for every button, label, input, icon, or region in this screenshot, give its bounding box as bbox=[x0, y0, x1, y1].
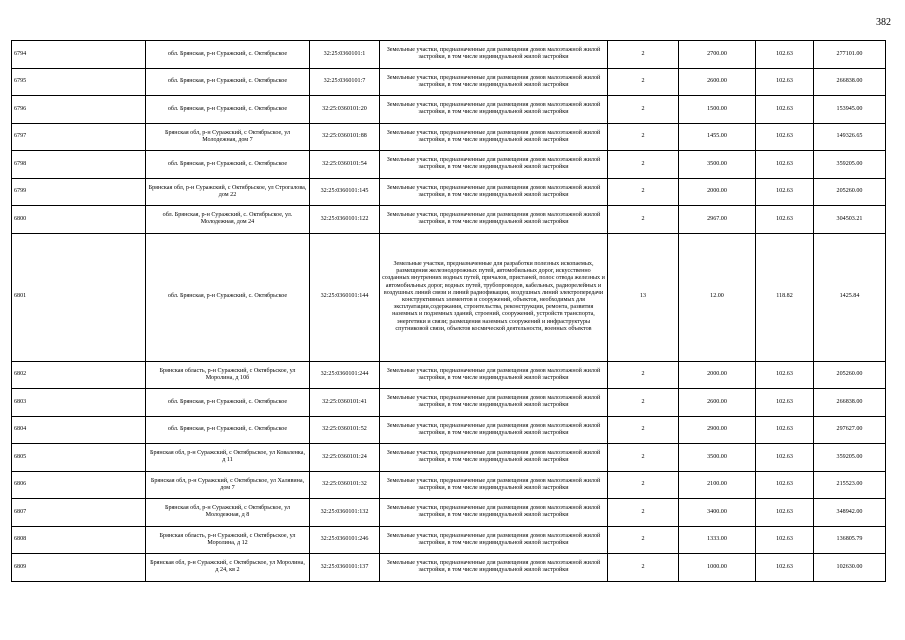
cadastral-number-cell: 32:25:0360101:246 bbox=[310, 526, 380, 554]
cadastral-value-cell: 359205.00 bbox=[814, 444, 886, 472]
cadastral-number-cell: 32:25:0360101:41 bbox=[310, 389, 380, 417]
group-cell: 2 bbox=[608, 206, 679, 234]
address-cell: Брянская обл, р-н Суражский, с Октябрьское, ул Моролина, д 24, кв 2 bbox=[146, 554, 310, 582]
address-cell: Брянская обл, р-н Суражский, с Октябрьское, ул Халявина, дом 7 bbox=[146, 471, 310, 499]
address-cell: Брянская область, р-н Суражский, с Октябрьское, ул Моролина, д 12 bbox=[146, 526, 310, 554]
area-cell: 3500.00 bbox=[679, 151, 756, 179]
cadastral-number-cell: 32:25:0360101:137 bbox=[310, 554, 380, 582]
rate-cell: 102.63 bbox=[756, 444, 814, 472]
cadastral-number-cell: 32:25:0360101:32 bbox=[310, 471, 380, 499]
cadastral-number-cell: 32:25:0360101:144 bbox=[310, 233, 380, 361]
address-cell: обл. Брянская, р-н Суражский, с. Октябрьское bbox=[146, 389, 310, 417]
cadastral-number-cell: 32:25:0360101:24 bbox=[310, 444, 380, 472]
rate-cell: 118.82 bbox=[756, 233, 814, 361]
table-row bbox=[12, 444, 886, 472]
rate-cell: 102.63 bbox=[756, 41, 814, 69]
row-number-cell: 6809 bbox=[12, 554, 146, 582]
row-number-cell: 6807 bbox=[12, 499, 146, 527]
cadastral-value-cell: 136805.79 bbox=[814, 526, 886, 554]
area-cell: 2600.00 bbox=[679, 68, 756, 96]
cadastral-value-cell: 215523.00 bbox=[814, 471, 886, 499]
rate-cell: 102.63 bbox=[756, 499, 814, 527]
group-cell: 2 bbox=[608, 444, 679, 472]
land-purpose-cell: Земельные участки, предназначенные для размещения домов малоэтажной жилой застройки, в том числе индивидуальной жилой застройки bbox=[380, 151, 608, 179]
cadastral-number-cell: 32:25:0360101:1 bbox=[310, 41, 380, 69]
table-row bbox=[12, 96, 886, 124]
cadastral-value-cell: 277101.00 bbox=[814, 41, 886, 69]
area-cell: 1333.00 bbox=[679, 526, 756, 554]
address-cell: обл. Брянская, р-н Суражский, с. Октябрьское, ул. Молодежная, дом 24 bbox=[146, 206, 310, 234]
area-cell: 2000.00 bbox=[679, 178, 756, 206]
row-number-cell: 6800 bbox=[12, 206, 146, 234]
group-cell: 2 bbox=[608, 526, 679, 554]
area-cell: 1500.00 bbox=[679, 96, 756, 124]
group-cell: 2 bbox=[608, 389, 679, 417]
rate-cell: 102.63 bbox=[756, 416, 814, 444]
cadastral-number-cell: 32:25:0360101:145 bbox=[310, 178, 380, 206]
cadastral-number-cell: 32:25:0360101:132 bbox=[310, 499, 380, 527]
rate-cell: 102.63 bbox=[756, 123, 814, 151]
group-cell: 2 bbox=[608, 471, 679, 499]
row-number-cell: 6797 bbox=[12, 123, 146, 151]
address-cell: Брянская обл, р-н Суражский, с Октябрьское, ул Коваленка, д 11 bbox=[146, 444, 310, 472]
row-number-cell: 6804 bbox=[12, 416, 146, 444]
address-cell: обл. Брянская, р-н Суражский, с. Октябрьское bbox=[146, 416, 310, 444]
land-purpose-cell: Земельные участки, предназначенные для размещения домов малоэтажной жилой застройки, в том числе индивидуальной жилой застройки bbox=[380, 68, 608, 96]
table-row bbox=[12, 123, 886, 151]
row-number-cell: 6801 bbox=[12, 233, 146, 361]
address-cell: Брянская обл, р-н Суражский, с Октябрьское, ул Молодежная, дом 7 bbox=[146, 123, 310, 151]
cadastral-number-cell: 32:25:0360101:52 bbox=[310, 416, 380, 444]
address-cell: обл. Брянская, р-н Суражский, с. Октябрьское bbox=[146, 68, 310, 96]
land-purpose-cell: Земельные участки, предназначенные для размещения домов малоэтажной жилой застройки, в том числе индивидуальной жилой застройки bbox=[380, 41, 608, 69]
table-row bbox=[12, 206, 886, 234]
cadastral-number-cell: 32:25:0360101:54 bbox=[310, 151, 380, 179]
cadastral-value-cell: 153945.00 bbox=[814, 96, 886, 124]
row-number-cell: 6795 bbox=[12, 68, 146, 96]
rate-cell: 102.63 bbox=[756, 554, 814, 582]
cadastral-value-cell: 205260.00 bbox=[814, 178, 886, 206]
area-cell: 2000.00 bbox=[679, 361, 756, 389]
table-row bbox=[12, 499, 886, 527]
rate-cell: 102.63 bbox=[756, 151, 814, 179]
area-cell: 2600.00 bbox=[679, 389, 756, 417]
land-purpose-cell: Земельные участки, предназначенные для размещения домов малоэтажной жилой застройки, в том числе индивидуальной жилой застройки bbox=[380, 389, 608, 417]
area-cell: 2100.00 bbox=[679, 471, 756, 499]
rate-cell: 102.63 bbox=[756, 178, 814, 206]
rate-cell: 102.63 bbox=[756, 526, 814, 554]
land-purpose-cell: Земельные участки, предназначенные для размещения домов малоэтажной жилой застройки, в том числе индивидуальной жилой застройки bbox=[380, 96, 608, 124]
land-purpose-cell: Земельные участки, предназначенные для размещения домов малоэтажной жилой застройки, в том числе индивидуальной жилой застройки bbox=[380, 416, 608, 444]
group-cell: 2 bbox=[608, 123, 679, 151]
area-cell: 2967.00 bbox=[679, 206, 756, 234]
rate-cell: 102.63 bbox=[756, 206, 814, 234]
rate-cell: 102.63 bbox=[756, 361, 814, 389]
cadastral-number-cell: 32:25:0360101:244 bbox=[310, 361, 380, 389]
cadastral-value-cell: 1425.84 bbox=[814, 233, 886, 361]
area-cell: 2900.00 bbox=[679, 416, 756, 444]
group-cell: 2 bbox=[608, 499, 679, 527]
group-cell: 2 bbox=[608, 361, 679, 389]
row-number-cell: 6794 bbox=[12, 41, 146, 69]
land-purpose-cell: Земельные участки, предназначенные для размещения домов малоэтажной жилой застройки, в том числе индивидуальной жилой застройки bbox=[380, 444, 608, 472]
group-cell: 2 bbox=[608, 416, 679, 444]
rate-cell: 102.63 bbox=[756, 389, 814, 417]
cadastral-value-cell: 297627.00 bbox=[814, 416, 886, 444]
group-cell: 2 bbox=[608, 151, 679, 179]
address-cell: обл. Брянская, р-н Суражский, с. Октябрьское bbox=[146, 233, 310, 361]
land-purpose-cell: Земельные участки, предназначенные для разработки полезных ископаемых, размещения железнодорожных путей, автомобильных дорог, искусственно созданных внутренних водных путей, причалов, пристаней, полос отвода железных и автомобильных дорог, водных путей, трубопроводов, кабельных, радиорелейных и воздушных линий связи и линий радиофикации, воздушных линий электропередачи конструктивных элементов и сооружений, объектов, необходимых для эксплуатации,содержания, строительства, реконструкции, ремонта, развития наземных и подземных зданий, строений, сооружений, устройств транспорта, энергетики и связи; размещения наземных сооружений и инфраструктуры спутниковой связи, объектов космической деятельности, военных объектов bbox=[380, 233, 608, 361]
cadastral-number-cell: 32:25:0360101:20 bbox=[310, 96, 380, 124]
table-row bbox=[12, 41, 886, 69]
row-number-cell: 6796 bbox=[12, 96, 146, 124]
cadastral-value-cell: 205260.00 bbox=[814, 361, 886, 389]
row-number-cell: 6802 bbox=[12, 361, 146, 389]
address-cell: обл. Брянская, р-н Суражский, с. Октябрьское bbox=[146, 96, 310, 124]
table-row bbox=[12, 389, 886, 417]
area-cell: 2700.00 bbox=[679, 41, 756, 69]
table-row bbox=[12, 554, 886, 582]
table-row bbox=[12, 416, 886, 444]
table-row bbox=[12, 361, 886, 389]
group-cell: 2 bbox=[608, 554, 679, 582]
row-number-cell: 6799 bbox=[12, 178, 146, 206]
area-cell: 12.00 bbox=[679, 233, 756, 361]
cadastral-value-cell: 304503.21 bbox=[814, 206, 886, 234]
cadastral-value-cell: 266838.00 bbox=[814, 389, 886, 417]
group-cell: 2 bbox=[608, 41, 679, 69]
land-purpose-cell: Земельные участки, предназначенные для размещения домов малоэтажной жилой застройки, в том числе индивидуальной жилой застройки bbox=[380, 526, 608, 554]
cadastral-value-cell: 348942.00 bbox=[814, 499, 886, 527]
area-cell: 1455.00 bbox=[679, 123, 756, 151]
cadastral-number-cell: 32:25:0360101:122 bbox=[310, 206, 380, 234]
land-purpose-cell: Земельные участки, предназначенные для размещения домов малоэтажной жилой застройки, в том числе индивидуальной жилой застройки bbox=[380, 361, 608, 389]
cadastral-number-cell: 32:25:0360101:88 bbox=[310, 123, 380, 151]
address-cell: Брянская обл, р-н Суражский, с Октябрьское, ул Строгалова, дом 22 bbox=[146, 178, 310, 206]
cadastral-value-cell: 359205.00 bbox=[814, 151, 886, 179]
cadastral-value-table bbox=[11, 40, 886, 582]
group-cell: 2 bbox=[608, 178, 679, 206]
row-number-cell: 6808 bbox=[12, 526, 146, 554]
page-number: 382 bbox=[876, 17, 891, 28]
group-cell: 13 bbox=[608, 233, 679, 361]
cadastral-value-cell: 102630.00 bbox=[814, 554, 886, 582]
rate-cell: 102.63 bbox=[756, 96, 814, 124]
land-purpose-cell: Земельные участки, предназначенные для размещения домов малоэтажной жилой застройки, в том числе индивидуальной жилой застройки bbox=[380, 123, 608, 151]
land-purpose-cell: Земельные участки, предназначенные для размещения домов малоэтажной жилой застройки, в том числе индивидуальной жилой застройки bbox=[380, 471, 608, 499]
row-number-cell: 6806 bbox=[12, 471, 146, 499]
area-cell: 1000.00 bbox=[679, 554, 756, 582]
row-number-cell: 6803 bbox=[12, 389, 146, 417]
table-row bbox=[12, 526, 886, 554]
land-purpose-cell: Земельные участки, предназначенные для размещения домов малоэтажной жилой застройки, в том числе индивидуальной жилой застройки bbox=[380, 554, 608, 582]
address-cell: Брянская область, р-н Суражский, с Октябрьское, ул Моролина, д 10б bbox=[146, 361, 310, 389]
land-purpose-cell: Земельные участки, предназначенные для размещения домов малоэтажной жилой застройки, в том числе индивидуальной жилой застройки bbox=[380, 499, 608, 527]
table-row bbox=[12, 178, 886, 206]
land-purpose-cell: Земельные участки, предназначенные для размещения домов малоэтажной жилой застройки, в том числе индивидуальной жилой застройки bbox=[380, 206, 608, 234]
land-purpose-cell: Земельные участки, предназначенные для размещения домов малоэтажной жилой застройки, в том числе индивидуальной жилой застройки bbox=[380, 178, 608, 206]
table-row bbox=[12, 471, 886, 499]
cadastral-value-cell: 149326.65 bbox=[814, 123, 886, 151]
area-cell: 3500.00 bbox=[679, 444, 756, 472]
area-cell: 3400.00 bbox=[679, 499, 756, 527]
table-row bbox=[12, 68, 886, 96]
address-cell: Брянская обл, р-н Суражский, с Октябрьское, ул Молодежная, д 8 bbox=[146, 499, 310, 527]
address-cell: обл. Брянская, р-н Суражский, с. Октябрьское bbox=[146, 151, 310, 179]
table-row bbox=[12, 151, 886, 179]
rate-cell: 102.63 bbox=[756, 471, 814, 499]
table-row bbox=[12, 233, 886, 361]
group-cell: 2 bbox=[608, 96, 679, 124]
row-number-cell: 6805 bbox=[12, 444, 146, 472]
address-cell: обл. Брянская, р-н Суражский, с. Октябрьское bbox=[146, 41, 310, 69]
cadastral-value-cell: 266838.00 bbox=[814, 68, 886, 96]
group-cell: 2 bbox=[608, 68, 679, 96]
rate-cell: 102.63 bbox=[756, 68, 814, 96]
cadastral-number-cell: 32:25:0360101:7 bbox=[310, 68, 380, 96]
row-number-cell: 6798 bbox=[12, 151, 146, 179]
